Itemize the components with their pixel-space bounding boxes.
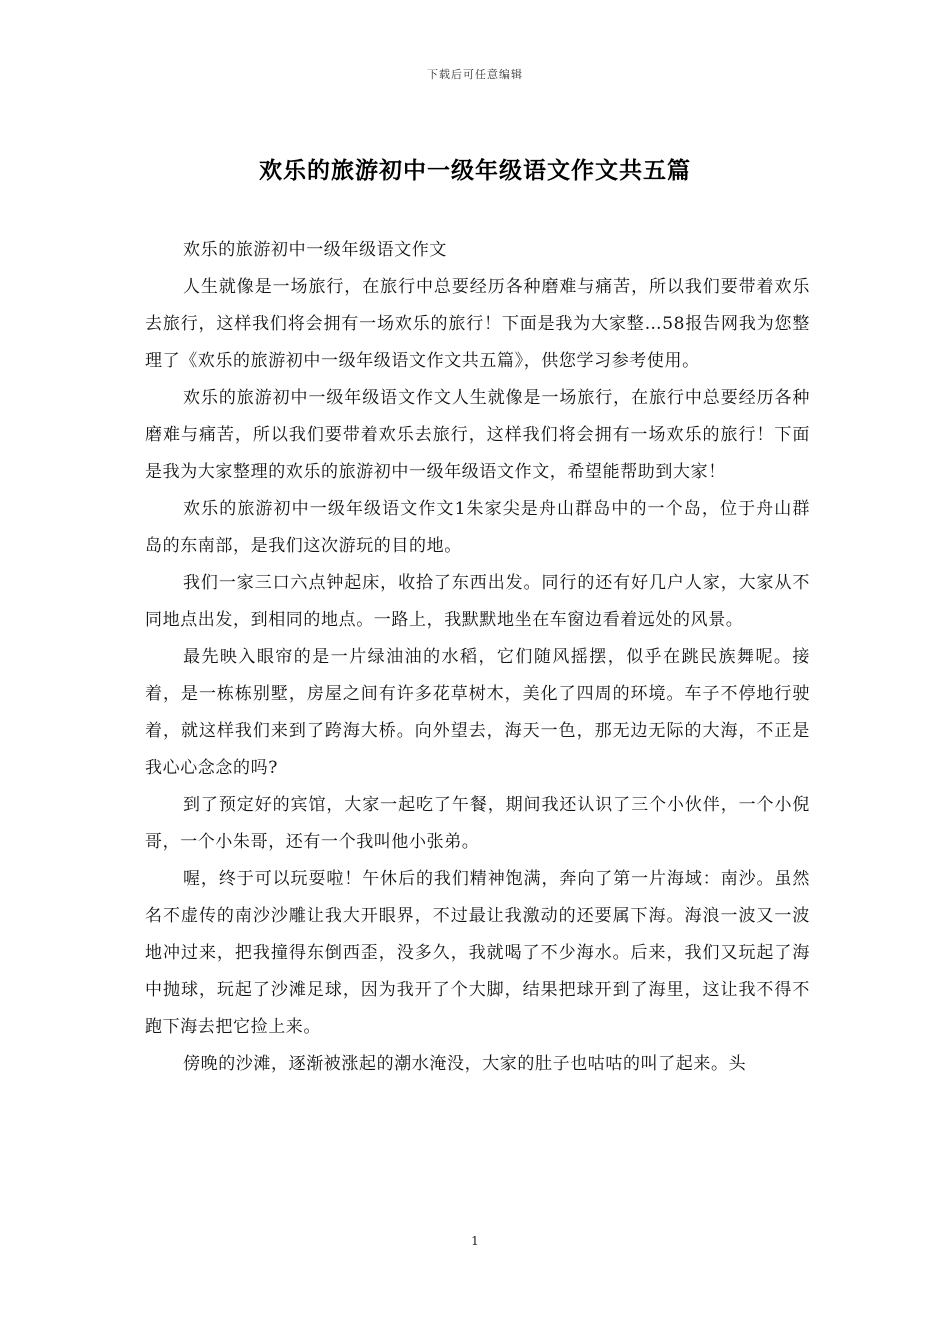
document-title: 欢乐的旅游初中一级年级语文作文共五篇 xyxy=(259,157,691,184)
paragraph-departure: 我们一家三口六点钟起床，收拾了东西出发。同行的还有好几户人家，大家从不同地点出发，到相同的地点。一路上，我默默地坐在车窗边看着远处的风景。 xyxy=(145,573,810,630)
paragraph-hotel: 到了预定好的宾馆，大家一起吃了午餐，期间我还认识了三个小伙伴，一个小倪哥，一个小朱哥，还有一个我叫他小张弟。 xyxy=(145,795,810,852)
paragraph-evening: 傍晚的沙滩，逐渐被涨起的潮水淹没，大家的肚子也咕咕的叫了起来。头 xyxy=(183,1054,747,1074)
paragraph-scenery: 最先映入眼帘的是一片绿油油的水稻，它们随风摇摆，似乎在跳民族舞呢。接着，是一栋栋别墅，房屋之间有许多花草树木，美化了四周的环境。车子不停地行驶着，就这样我们来到了跨海大桥。向外望去，海天一色，那无边无际的大海，不正是我心心念念的吗? xyxy=(145,647,810,778)
paragraph-subtitle: 欢乐的旅游初中一级年级语文作文 xyxy=(183,240,447,260)
paragraph-intro: 人生就像是一场旅行，在旅行中总要经历各种磨难与痛苦，所以我们要带着欢乐去旅行，这样我们将会拥有一场欢乐的旅行！下面是我为大家整…58报告网我为您整理了《欢乐的旅游初中一级年级语文作文共五篇》，供您学习参考使用。 xyxy=(145,277,810,371)
document-body xyxy=(145,232,810,1083)
paragraph-summary: 欢乐的旅游初中一级年级语文作文人生就像是一场旅行，在旅行中总要经历各种磨难与痛苦，所以我们要带着欢乐去旅行，这样我们将会拥有一场欢乐的旅行！下面是我为大家整理的欢乐的旅游初中一级年级语文作文，希望能帮助到大家！ xyxy=(145,388,810,482)
paragraph-essay-1-start: 欢乐的旅游初中一级年级语文作文1朱家尖是舟山群岛中的一个岛，位于舟山群岛的东南部，是我们这次游玩的目的地。 xyxy=(145,499,810,556)
paragraph-beach-play: 喔，终于可以玩耍啦！午休后的我们精神饱满，奔向了第一片海域：南沙。虽然名不虚传的南沙沙雕让我大开眼界，不过最让我激动的还要属下海。海浪一波又一波地冲过来，把我撞得东倒西歪，没多久，我就喝了不少海水。后来，我们又玩起了海中抛球，玩起了沙滩足球，因为我开了个大脚，结果把球开到了海里，这让我不得不跑下海去把它捡上来。 xyxy=(145,869,810,1037)
page-header-note: 下载后可任意编辑 xyxy=(427,68,523,81)
page-number: 1 xyxy=(471,1234,479,1248)
